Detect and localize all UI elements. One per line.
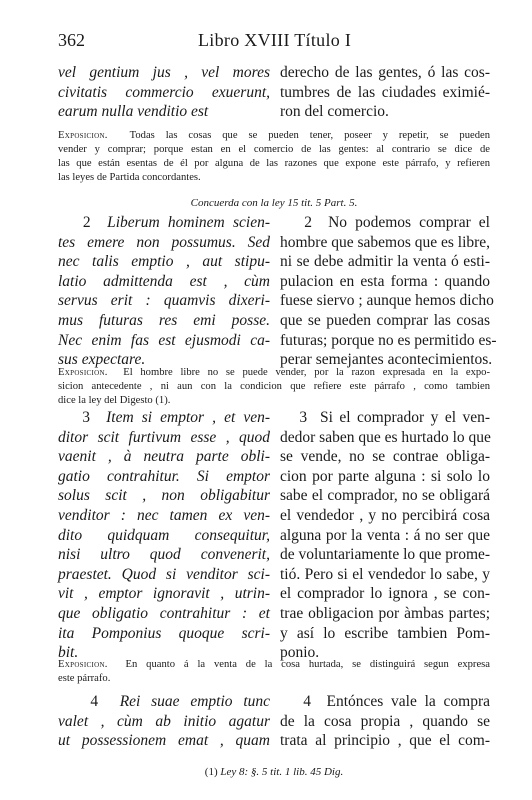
exposicion-text: El hombre libre no se puede vender, por la razon expresada en la expo- bbox=[123, 367, 490, 378]
latin-line: Liberum hominem scien- bbox=[107, 214, 271, 231]
spanish-line: trae obligacion por àmbas partes; bbox=[280, 604, 490, 622]
exposicion-note-1 bbox=[58, 129, 490, 185]
spanish-line: sabe el comprador, no se obligará bbox=[280, 487, 490, 505]
exposicion-label: Exposicion. bbox=[58, 130, 108, 141]
spanish-line: tumbres de las ciudades eximié- bbox=[280, 83, 490, 101]
spanish-line: y así lo escribe tambien Pom- bbox=[280, 624, 490, 642]
latin-line: nisi ultro quod convenerit, bbox=[58, 546, 270, 564]
spanish-line: fuese siervo ; aunque hemos dicho bbox=[280, 292, 494, 310]
spanish-line: perar semejantes acontecimientos. bbox=[280, 351, 493, 369]
latin-line: latio admittenda est , cùm bbox=[58, 272, 270, 290]
page-header bbox=[58, 30, 490, 52]
spanish-line: el comprador lo ignora , se con- bbox=[280, 585, 490, 603]
latin-line: vit , emptor ignoravit , utrin- bbox=[58, 585, 270, 603]
latin-column bbox=[58, 692, 270, 751]
spanish-line: No podemos comprar el bbox=[328, 214, 490, 231]
spanish-line: futuras; porque no es permitido es- bbox=[280, 331, 497, 349]
exposicion-text: dice la ley del Digesto (1). bbox=[58, 395, 171, 406]
latin-line: civitatis commercio exuerunt, bbox=[58, 83, 270, 101]
exposicion-label: Exposicion. bbox=[58, 367, 108, 378]
paragraph-number: 4 bbox=[303, 693, 311, 710]
paragraph-block-1 bbox=[58, 63, 490, 125]
exposicion-text: este párrafo. bbox=[58, 673, 111, 684]
latin-line: dito quidquam consequitur, bbox=[58, 526, 270, 544]
latin-line: tes emere non possumus. Sed bbox=[58, 233, 270, 251]
spanish-line: de la cosa propia , quando se bbox=[280, 712, 490, 730]
paragraph-block-2 bbox=[58, 213, 497, 373]
exposicion-label: Exposicion. bbox=[58, 659, 108, 670]
exposicion-text: las que están esentas de él por alguna de las razones que expone este párrafo, y refieren bbox=[58, 158, 490, 169]
latin-line: ita Pomponius quoque scri- bbox=[58, 624, 270, 642]
spanish-line: dedor saben que es hurtado lo que bbox=[280, 428, 491, 446]
exposicion-text: En quanto á la venta de la cosa hurtada, se distinguirá segun expresa bbox=[125, 659, 490, 670]
latin-line: venditor : nec tamen ex ven- bbox=[58, 506, 270, 524]
latin-column bbox=[58, 408, 270, 663]
exposicion-text: Todas las cosas que se pueden tener, poseer y repetir, se pueden bbox=[129, 130, 490, 141]
latin-line: valet , cùm ab initio agatur bbox=[58, 712, 270, 730]
paragraph-number: 2 bbox=[304, 214, 312, 231]
spanish-line: el vendedor , y no percibirá cosa bbox=[280, 506, 490, 524]
latin-line: ut possessionem emat , quam bbox=[58, 732, 270, 750]
spanish-line: pulacion en esta forma : quando bbox=[280, 272, 490, 290]
footnote-mark: (1) bbox=[204, 766, 218, 778]
paragraph-block-4 bbox=[58, 692, 490, 754]
paragraph-number: 2 bbox=[82, 214, 91, 231]
spanish-line: tió. Pero si el vendedor lo sabe, y bbox=[280, 565, 490, 583]
concordance-note: Concuerda con la ley 15 tit. 5 Part. 5. bbox=[190, 197, 358, 209]
latin-line: vaenit , à neutra parte obli- bbox=[58, 448, 270, 466]
exposicion-text: vender y comprar; porque estan en el comercio de las gentes: al contrario se dice de bbox=[58, 144, 490, 155]
latin-line: mus futuras res emi posse. bbox=[58, 311, 270, 329]
latin-line: Rei suae emptio tunc bbox=[119, 693, 271, 710]
spanish-line: ponio. bbox=[280, 644, 320, 662]
latin-line: bit. bbox=[58, 644, 79, 662]
spanish-column bbox=[280, 692, 490, 751]
spanish-line: se vende, no se contrae obliga- bbox=[280, 448, 490, 466]
latin-column bbox=[58, 63, 270, 122]
latin-line: gatio contrahitur. Si emptor bbox=[58, 467, 270, 485]
latin-line: ditor scit furtivum esse , quod bbox=[58, 428, 270, 446]
exposicion-note-2 bbox=[58, 366, 490, 408]
spanish-column bbox=[280, 408, 490, 663]
spanish-line: ron del comercio. bbox=[280, 103, 389, 121]
page-number: 362 bbox=[58, 30, 85, 50]
spanish-line: que se pueden comprar las cosas bbox=[280, 311, 490, 329]
latin-line: Nec enim fas est ejusmodi ca- bbox=[58, 331, 270, 349]
latin-column bbox=[58, 213, 270, 370]
latin-line: solus scit , non obligabitur bbox=[58, 487, 270, 505]
spanish-column bbox=[280, 63, 490, 122]
latin-line: servus erit : quamvis dixeri- bbox=[58, 292, 270, 310]
running-title: Libro XVIII Título I bbox=[198, 30, 352, 50]
spanish-line: cion por parte alguna : si solo lo bbox=[280, 467, 490, 485]
latin-line: Item si emptor , et ven- bbox=[106, 409, 271, 426]
paragraph-number: 3 bbox=[82, 409, 90, 426]
spanish-line: trata al principio , que el com- bbox=[280, 732, 490, 750]
spanish-line: alguna por la venta : á no ser que bbox=[280, 526, 490, 544]
latin-line: earum nulla venditio est bbox=[58, 103, 209, 121]
paragraph-block-3 bbox=[58, 408, 490, 666]
footnote bbox=[58, 766, 490, 778]
exposicion-note-3 bbox=[58, 658, 490, 686]
spanish-line: hombre que sabemos que es libre, bbox=[280, 233, 491, 251]
paragraph-number: 4 bbox=[90, 693, 99, 710]
latin-line: praestet. Quod si venditor sci- bbox=[58, 565, 270, 583]
spanish-line: ni se debe admitir la venta ó esti- bbox=[280, 253, 490, 271]
latin-line: nec talis emptio , aut stipu- bbox=[58, 253, 270, 271]
latin-line: sus expectare. bbox=[58, 351, 146, 369]
spanish-line: Entónces vale la compra bbox=[326, 693, 491, 710]
spanish-line: de voluntariamente lo que prome- bbox=[280, 546, 491, 564]
exposicion-text: sicion antecedente , ni aun con la condicion que refiere este párrafo , como tambien bbox=[58, 381, 490, 392]
spanish-line: derecho de las gentes, ó las cos- bbox=[280, 64, 490, 81]
exposicion-text: las leyes de Partida concordantes. bbox=[58, 172, 201, 183]
paragraph-number: 3 bbox=[299, 409, 308, 426]
latin-line: que obligatio contrahitur : et bbox=[58, 604, 270, 622]
footnote-text: Ley 8: §. 5 tit. 1 lib. 45 Dig. bbox=[220, 766, 344, 778]
spanish-column bbox=[280, 213, 497, 370]
latin-line: vel gentium jus , vel mores bbox=[58, 64, 270, 81]
spanish-line: Si el comprador y el ven- bbox=[320, 409, 491, 426]
